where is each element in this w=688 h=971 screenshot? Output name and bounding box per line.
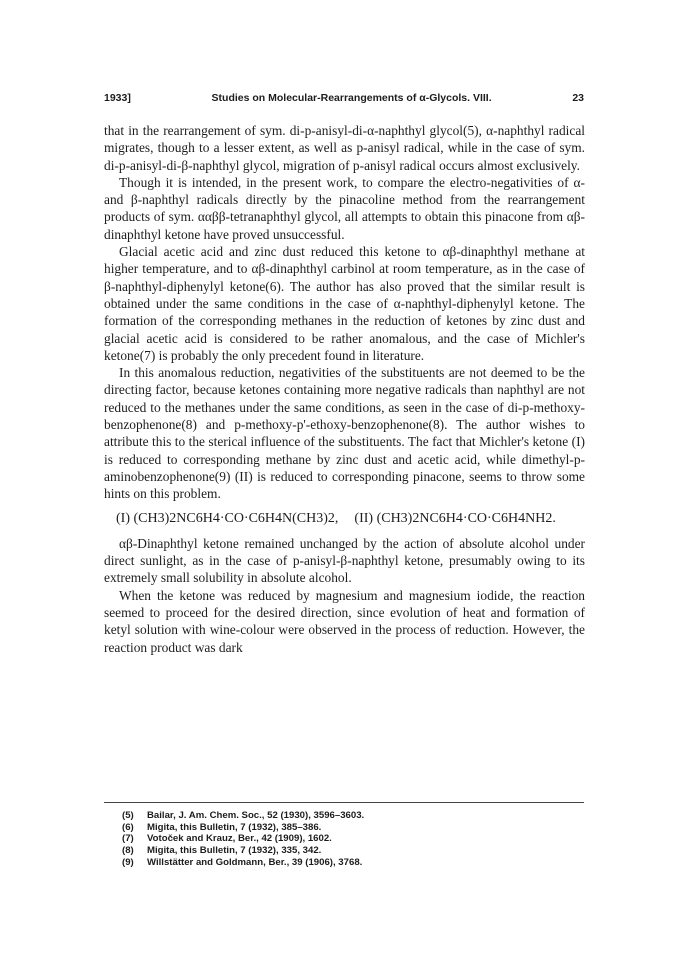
paragraph: αβ-Dinaphthyl ketone remained unchanged by the action of absolute alcohol under direct sunlight, as in the case of p-anisyl-β-naphthyl ketone, presumably owing to its extremely small solubility in absolute alcohol.	[104, 535, 585, 586]
footnote-number: (8)	[122, 845, 134, 857]
body-text	[104, 122, 585, 656]
paragraph: When the ketone was reduced by magnesium and magnesium iodide, the reaction seemed to proceed for the desired direction, since evolution of heat and formation of ketyl solution with wine-colour were observed in the process of reduction. However, the reaction product was dark	[104, 587, 585, 655]
page-number: 23	[572, 92, 584, 104]
header-year: 1933]	[104, 92, 131, 104]
footnote-rule	[104, 802, 584, 803]
running-header	[104, 92, 584, 104]
footnote-text: Bailar, J. Am. Chem. Soc., 52 (1930), 3596–3603.	[147, 810, 365, 821]
footnote-text: Migita, this Bulletin, 7 (1932), 385–386.	[147, 821, 322, 833]
paragraph: In this anomalous reduction, negativities of the substituents are not deemed to be the directing factor, because ketones containing more negative radicals than naphthyl are not reduced to the methanes under the same conditions, as seen in the case of di-p-methoxy-benzophenone(8) and p-methoxy-p'-ethoxy-benzophenone(8). The author wishes to attribute this to the sterical influence of the substituents. The fact that Michler's ketone (I) is reduced to corresponding methane by zinc dust and acetic acid, while dimethyl-p-aminobenzophenone(9) (II) is reduced to corresponding pinacone, seems to throw some hints on this problem.	[104, 365, 585, 502]
formula-ii: (II) (CH3)2NC6H4·CO·C6H4NH2.	[354, 510, 556, 526]
paragraph: Though it is intended, in the present work, to compare the electro-negativities of α- and β-naphthyl radicals directly by the pinacoline method from the rearrangement products of sym. ααββ-tetranaphthyl glycol, all attempts to obtain this pinacone from αβ-dinaphthyl ketone have proved unsuccessful.	[104, 174, 585, 242]
paragraph: that in the rearrangement of sym. di-p-anisyl-di-α-naphthyl glycol(5), α-naphthyl radical migrates, though to a lesser extent, as well as p-anisyl radical, while in the case of sym. di-p-anisyl-di-β-naphthyl glycol, migration of p-anisyl radical occurs almost exclusively.	[104, 123, 585, 173]
header-title: Studies on Molecular-Rearrangements of α-Glycols. VIII.	[211, 92, 492, 104]
footnote	[104, 845, 585, 857]
footnote-number: (6)	[122, 821, 134, 833]
footnote-number: (5)	[122, 810, 134, 821]
footnote-number: (9)	[122, 856, 134, 868]
formula-i: (I) (CH3)2NC6H4·CO·C6H4N(CH3)2,	[116, 510, 339, 526]
footnote	[104, 822, 585, 834]
footnote	[104, 833, 585, 845]
footnote	[104, 810, 585, 822]
footnote-number: (7)	[122, 833, 134, 845]
footnote	[104, 857, 585, 869]
footnote-text: Votoček and Krauz, Ber., 42 (1909), 1602.	[147, 833, 332, 845]
footnote-text: Willstätter and Goldmann, Ber., 39 (1906), 3768.	[147, 856, 363, 868]
footnotes	[104, 802, 585, 869]
footnote-text: Migita, this Bulletin, 7 (1932), 335, 342.	[147, 845, 322, 857]
chemical-formulas	[116, 510, 585, 527]
paragraph: Glacial acetic acid and zinc dust reduced this ketone to αβ-dinaphthyl methane at higher temperature, and to αβ-dinaphthyl carbinol at room temperature, as in the case of β-naphthyl-diphenylyl ketone(6). The author has also proved that the similar result is obtained under the same conditions in the case of α-naphthyl-diphenylyl ketone. The formation of the corresponding methanes in the reduction of ketones by zinc dust and glacial acetic acid is considered to be rather anomalous, and the case of Michler's ketone(7) is probably the only precedent found in literature.	[104, 244, 585, 363]
